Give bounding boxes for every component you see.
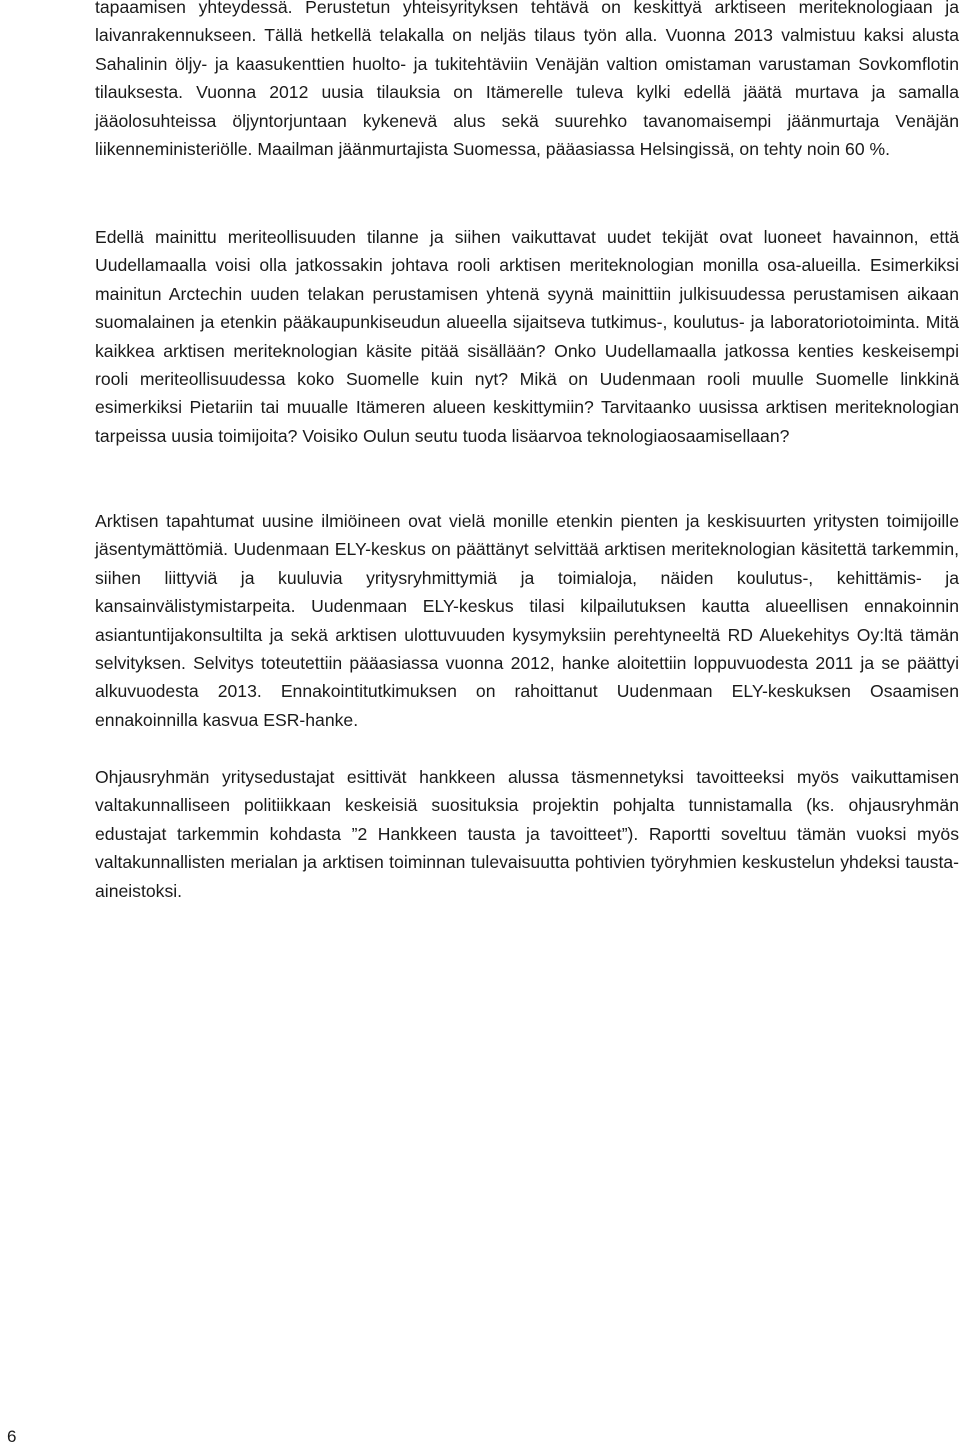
body-paragraph: Arktisen tapahtumat uusine ilmiöineen ovat vielä monille etenkin pienten ja keskisuurten yritysten toimijoille jäsentymättömiä. Uudenmaan ELY-keskus on päättänyt selvittää arktisen meriteknologian käsitettä tarkemmin, siihen liittyviä ja kuuluvia yritysryhmittymiä ja toimialoja, näiden koulutus-, kehittämis- ja kansainvälistymistarpeita. Uudenmaan ELY-keskus tilasi kilpailutuksen kautta alueellisen ennakoinnin asiantuntijakonsultilta ja sekä arktisen ulottuvuuden kysymyksiin perehtyneeltä RD Aluekehitys Oy:ltä tämän selvityksen. Selvitys toteutettiin pääasiassa vuonna 2012, hanke aloitettiin loppuvuodesta 2011 ja se päättyi alkuvuodesta 2013. Ennakointitutkimuksen on rahoittanut Uudenmaan ELY-keskuksen Osaamisen ennakoinnilla kasvua ESR-hanke. [95, 511, 959, 730]
page-number: 6 [7, 1427, 17, 1446]
body-paragraph: Edellä mainittu meriteollisuuden tilanne ja siihen vaikuttavat uudet tekijät ovat luoneet havainnon, että Uudellamaalla voisi olla jatkossakin johtava rooli arktisen meriteknologian monilla osa-alueilla. Esimerkiksi mainitun Arctechin uuden telakan perustamisen yhtenä syynä mainittiin julkisuudessa perustamisen aikaan suomalainen ja etenkin pääkaupunkiseudun alueella sijaitseva tutkimus-, koulutus- ja laboratoriotoiminta. Mitä kaikkea arktisen meriteknologian käsite pitää sisällään? Onko Uudellamaalla jatkossa kenties keskeisempi rooli meriteollisuudessa koko Suomelle kuin nyt? Mikä on Uudenmaan rooli muulle Suomelle linkkinä esimerkiksi Pietariin tai muualle Itämeren alueen keskittymiin? Tarvitaanko uusissa arktisen meriteknologian tarpeissa uusia toimijoita? Voisiko Oulun seutu tuoda lisäarvoa teknologiaosaamisellaan? [95, 227, 959, 446]
body-paragraph: Ohjausryhmän yritysedustajat esittivät hankkeen alussa täsmennetyksi tavoitteeksi myös vaikuttamisen valtakunnalliseen politiikkaan keskeisiä suosituksia projektin pohjalta tunnistamalla (ks. ohjausryhmän edustajat tarkemmin kohdasta ”2 Hankkeen tausta ja tavoitteet”). Raportti soveltuu tämän vuoksi myös valtakunnallisten merialan ja arktisen toiminnan tulevaisuutta pohtivien työryhmien keskustelun yhdeksi tausta-aineistoksi. [95, 767, 959, 901]
body-paragraph: tapaamisen yhteydessä. Perustetun yhteisyrityksen tehtävä on keskittyä arktiseen meriteknologiaan ja laivanrakennukseen. Tällä hetkellä telakalla on neljäs tilaus työn alla. Vuonna 2013 valmistuu kaksi alusta Sahalinin öljy- ja kaasukenttien huolto- ja tukitehtäviin Venäjän valtion omistaman varustaman Sovkomflotin tilauksesta. Vuonna 2012 uusia tilauksia on Itämerelle tuleva kylki edellä jäätä murtava ja samalla jääolosuhteissa öljyntorjuntaan kykenevä alus sekä suurehko tavanomaisempi jäänmurtaja Venäjän liikenneministeriölle. Maailman jäänmurtajista Suomessa, pääasiassa Helsingissä, on tehty noin 60 %. [95, 0, 959, 160]
